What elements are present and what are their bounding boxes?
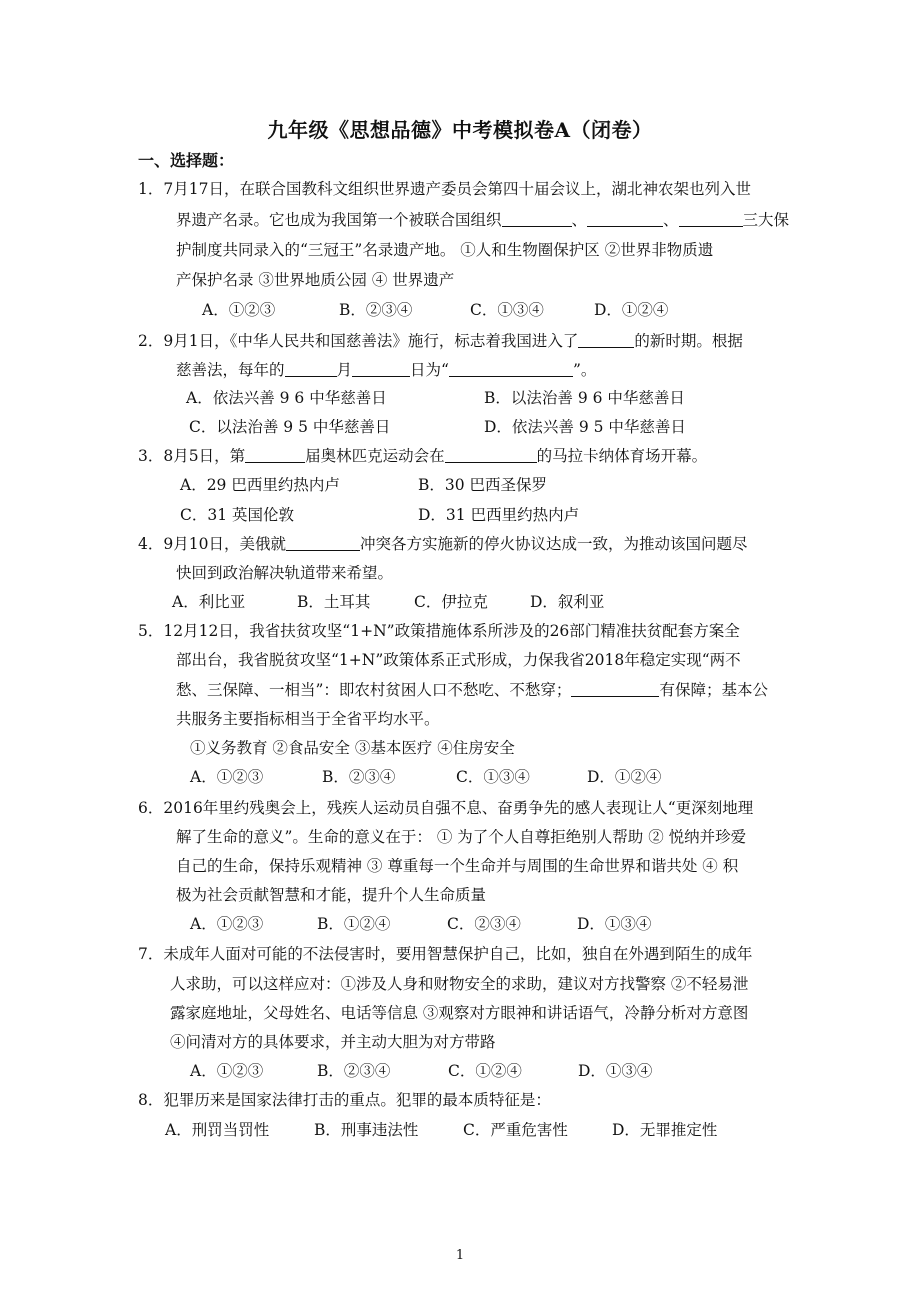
q7-line-4: ④问清对方的具体要求，并主动大胆为对方带路 [170, 1033, 496, 1051]
q1-line-2 [176, 210, 789, 230]
q3-text: 届奥林匹克运动会在 [305, 447, 445, 465]
answer-blank [587, 210, 663, 227]
answer-blank [352, 360, 410, 377]
q1-line-1: 1．7月17日，在联合国教科文组织世界遗产委员会第四十届会议上，湖北神农架也列入世 [138, 180, 751, 198]
answer-blank [679, 210, 743, 227]
q3-option-a: A．29 巴西里约热内卢 [180, 476, 340, 494]
q2-text: ”。 [572, 361, 597, 379]
q1-option-c: C．①③④ [470, 301, 544, 319]
answer-blank [285, 360, 337, 377]
q5-text: 有保障；基本公 [659, 681, 768, 699]
q1-line-4: 产保护名录 ③世界地质公园 ④ 世界遗产 [176, 271, 455, 289]
q4-line-2: 快回到政治解决轨道带来希望。 [176, 564, 394, 582]
q2-option-b: B．以法治善 9 6 中华慈善日 [484, 389, 685, 407]
q2-text: 2．9月1日，《中华人民共和国慈善法》施行，标志着我国进入了 [138, 332, 579, 350]
q6-line-4: 极为社会贡献智慧和才能，提升个人生命质量 [176, 886, 487, 904]
q2-text: 的新时期。根据 [634, 332, 743, 350]
q2-text: 日为“ [410, 361, 449, 379]
q3-line-1 [138, 446, 707, 466]
answer-blank [449, 360, 573, 377]
q6-option-c: C．②③④ [447, 915, 521, 933]
q2-text: 月 [336, 361, 353, 379]
q1-text: 三大保 [742, 211, 790, 229]
q3-option-b: B．30 巴西圣保罗 [418, 476, 548, 494]
q3-option-d: D．31 巴西里约热内卢 [418, 506, 580, 524]
q1-option-a: A．①②③ [202, 301, 276, 319]
q4-option-a: A．利比亚 [172, 593, 246, 611]
q1-line-3: 护制度共同录入的“三冠王”名录遗产地。 ①人和生物圈保护区 ②世界非物质遗 [176, 241, 714, 259]
q6-option-d: D．①③④ [577, 915, 652, 933]
q6-line-1: 6．2016年里约残奥会上，残疾人运动员自强不息、奋勇争先的感人表现让人“更深刻地理 [138, 799, 754, 817]
q4-option-c: C．伊拉克 [414, 593, 488, 611]
answer-blank [245, 446, 305, 463]
answer-blank [571, 680, 659, 697]
q3-text: 的马拉卡纳体育场开幕。 [536, 447, 708, 465]
q3-option-c: C．31 英国伦敦 [180, 506, 295, 524]
q5-line-3 [176, 680, 768, 700]
section-heading: 一、选择题： [138, 151, 235, 170]
page-number: 1 [455, 1248, 465, 1263]
answer-blank [578, 331, 634, 348]
q5-option-a: A．①②③ [190, 768, 264, 786]
q8-option-c: C．严重危害性 [463, 1121, 568, 1139]
q5-line-1: 5．12月12日，我省扶贫攻坚“1+N”政策措施体系所涉及的26部门精准扶贫配套方案全 [138, 622, 740, 640]
q7-option-b: B．②③④ [317, 1062, 391, 1080]
q6-option-a: A．①②③ [190, 915, 264, 933]
q5-line-2: 部出台，我省脱贫攻坚“1+N”政策体系正式形成，力保我省2018年稳定实现“两不 [176, 651, 741, 669]
answer-blank [286, 534, 360, 551]
q7-option-c: C．①②④ [448, 1062, 522, 1080]
q2-option-a: A．依法兴善 9 6 中华慈善日 [186, 389, 387, 407]
q6-option-b: B．①②④ [317, 915, 391, 933]
page-title: 九年级《思想品德》中考模拟卷A（闭卷） [267, 118, 653, 142]
q4-option-b: B．土耳其 [297, 593, 371, 611]
q1-option-b: B．②③④ [339, 301, 413, 319]
q1-text: 界遗产名录。它也成为我国第一个被联合国组织 [176, 211, 502, 229]
q4-line-1 [138, 534, 747, 554]
q8-option-a: A．刑罚当罚性 [165, 1121, 270, 1139]
q8-option-b: B．刑事违法性 [314, 1121, 419, 1139]
q7-option-a: A．①②③ [190, 1062, 264, 1080]
q2-line-2 [176, 360, 596, 380]
q8-line-1: 8．犯罪历来是国家法律打击的重点。犯罪的最本质特征是： [138, 1091, 551, 1109]
q5-line-4: 共服务主要指标相当于全省平均水平。 [176, 710, 440, 728]
q6-line-3: 自己的生命，保持乐观精神 ③ 尊重每一个生命并与周围的生命世界和谐共处 ④ 积 [176, 857, 739, 875]
q2-option-d: D．依法兴善 9 5 中华慈善日 [484, 418, 686, 436]
q6-line-2: 解了生命的意义”。生命的意义在于： ① 为了个人自尊拒绝别人帮助 ② 悦纳并珍爱 [176, 828, 747, 846]
q1-sep: 、 [571, 211, 588, 229]
q4-text: 冲突各方实施新的停火协议达成一致，为推动该国问题尽 [359, 535, 748, 553]
q5-items: ①义务教育 ②食品安全 ③基本医疗 ④住房安全 [190, 739, 515, 757]
q1-option-d: D．①②④ [594, 301, 669, 319]
answer-blank [502, 210, 572, 227]
q5-option-c: C．①③④ [456, 768, 530, 786]
q4-text: 4．9月10日，美俄就 [138, 535, 286, 553]
answer-blank [445, 446, 537, 463]
q7-line-1: 7．未成年人面对可能的不法侵害时，要用智慧保护自己，比如，独自在外遇到陌生的成年 [138, 945, 753, 963]
q5-option-b: B．②③④ [322, 768, 396, 786]
q5-option-d: D．①②④ [587, 768, 662, 786]
q4-option-d: D．叙利亚 [530, 593, 605, 611]
q7-option-d: D．①③④ [578, 1062, 653, 1080]
q2-text: 慈善法，每年的 [176, 361, 285, 379]
q3-text: 3．8月5日，第 [138, 447, 246, 465]
q5-text: 愁、三保障、一相当”：即农村贫困人口不愁吃、不愁穿； [176, 681, 572, 699]
q2-line-1 [138, 331, 743, 351]
q8-option-d: D．无罪推定性 [612, 1121, 718, 1139]
q1-sep: 、 [663, 211, 679, 229]
q7-line-3: 露家庭地址，父母姓名、电话等信息 ③观察对方眼神和讲话语气，冷静分析对方意图 [170, 1004, 749, 1022]
q7-line-2: 人求助，可以这样应对：①涉及人身和财物安全的求助，建议对方找警察 ②不轻易泄 [170, 975, 749, 993]
q2-option-c: C．以法治善 9 5 中华慈善日 [189, 418, 391, 436]
